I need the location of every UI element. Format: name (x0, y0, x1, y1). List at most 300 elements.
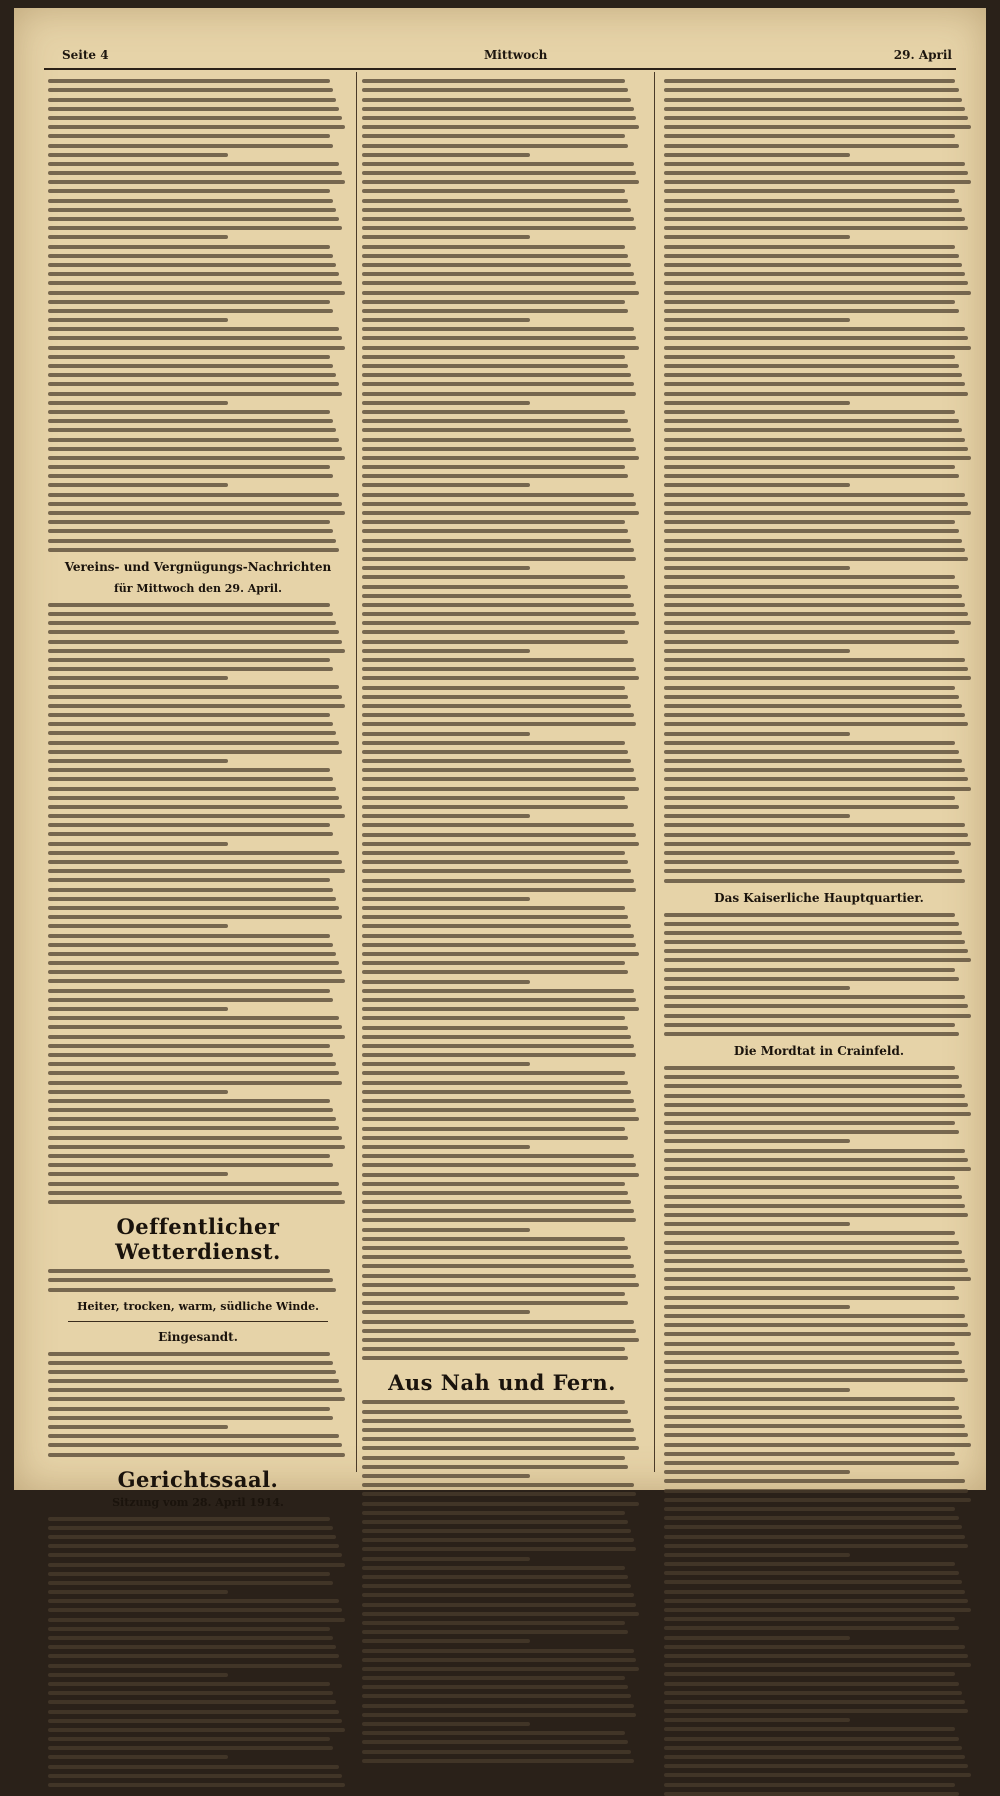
text-line (664, 189, 955, 193)
text-line (664, 621, 971, 625)
text-line (48, 943, 333, 947)
text-line (48, 915, 342, 919)
text-line (48, 272, 339, 276)
text-line (48, 842, 228, 846)
text-line (664, 1342, 955, 1346)
text-line (664, 1709, 968, 1713)
text-line (362, 1694, 631, 1698)
text-line (48, 796, 339, 800)
section-heading: Die Mordtat in Crainfeld. (733, 1043, 905, 1058)
text-line (48, 1746, 333, 1750)
text-line (48, 199, 333, 203)
text-line (664, 940, 965, 944)
text-line (664, 732, 850, 736)
text-block (48, 1352, 348, 1457)
text-line (48, 1090, 228, 1094)
text-line (362, 1658, 636, 1662)
text-line (362, 493, 634, 497)
text-line (48, 1397, 345, 1401)
text-line (48, 529, 333, 533)
text-line (664, 860, 959, 864)
text-line (664, 879, 965, 883)
text-line (664, 483, 850, 487)
text-line (362, 318, 530, 322)
text-line (664, 704, 962, 708)
text-line (362, 952, 639, 956)
text-line (664, 977, 959, 981)
text-line (362, 594, 631, 598)
text-line (664, 805, 959, 809)
text-line (48, 814, 345, 818)
text-line (664, 787, 971, 791)
text-line (362, 1667, 639, 1671)
text-line (48, 483, 228, 487)
text-line (664, 649, 850, 653)
text-line (362, 1228, 530, 1232)
text-line (362, 649, 530, 653)
text-line (48, 1673, 228, 1677)
weather-text: Heiter, trocken, warm, südliche Winde. (77, 1299, 319, 1313)
text-line (48, 860, 342, 864)
divider (68, 1321, 328, 1322)
text-line (664, 575, 955, 579)
text-line (664, 272, 965, 276)
text-line (664, 986, 850, 990)
text-line (664, 968, 955, 972)
text-line (664, 1286, 955, 1290)
text-line (48, 952, 336, 956)
text-line (664, 1023, 955, 1027)
text-line (48, 1053, 333, 1057)
text-line (664, 1066, 955, 1070)
text-line (48, 456, 345, 460)
text-line (48, 649, 345, 653)
text-line (48, 713, 330, 717)
text-line (664, 995, 965, 999)
text-line (362, 153, 530, 157)
text-line (664, 640, 959, 644)
text-line (664, 98, 962, 102)
text-line (664, 741, 955, 745)
text-block (48, 603, 348, 1204)
text-line (664, 566, 850, 570)
text-line (664, 833, 968, 837)
text-line (664, 1004, 968, 1008)
text-line (48, 1081, 342, 1085)
text-line (362, 695, 628, 699)
text-line (48, 1434, 339, 1438)
text-line (664, 1351, 959, 1355)
text-line (664, 116, 968, 120)
text-line (362, 483, 530, 487)
text-line (48, 1025, 342, 1029)
text-line (362, 1320, 634, 1324)
text-line (362, 226, 636, 230)
text-line (362, 1566, 625, 1570)
text-line (664, 171, 968, 175)
text-line (362, 1117, 639, 1121)
text-line (664, 1544, 968, 1548)
text-line (362, 1676, 625, 1680)
text-line (48, 1108, 333, 1112)
text-line (362, 658, 634, 662)
text-line (48, 79, 330, 83)
text-line (362, 208, 631, 212)
text-line (362, 171, 636, 175)
text-line (664, 1103, 968, 1107)
text-line (362, 943, 636, 947)
text-line (664, 1424, 965, 1428)
text-line (362, 107, 634, 111)
text-line (362, 1639, 530, 1643)
text-line (48, 832, 333, 836)
text-line (48, 1182, 339, 1186)
text-line (362, 1292, 625, 1296)
text-line (48, 88, 333, 92)
text-line (362, 833, 636, 837)
text-line (362, 520, 625, 524)
text-line (362, 630, 625, 634)
text-line (664, 134, 955, 138)
text-line (362, 1200, 631, 1204)
text-line (48, 318, 228, 322)
text-line (48, 1783, 345, 1787)
text-line (664, 1094, 965, 1098)
text-line (664, 162, 965, 166)
text-line (362, 989, 634, 993)
text-line (48, 1191, 342, 1195)
text-line (362, 539, 631, 543)
text-line (664, 1764, 968, 1768)
text-line (362, 502, 636, 506)
text-line (362, 1704, 634, 1708)
text-line (664, 1130, 959, 1134)
text-line (664, 1452, 955, 1456)
text-line (48, 1664, 342, 1668)
text-line (48, 281, 342, 285)
text-line (48, 447, 342, 451)
text-line (362, 1173, 639, 1177)
text-line (664, 1323, 968, 1327)
text-line (664, 1259, 965, 1263)
text-line (362, 722, 636, 726)
text-line (362, 134, 625, 138)
text-line (48, 851, 339, 855)
text-line (664, 281, 968, 285)
text-line (48, 1682, 330, 1686)
text-line (48, 1572, 330, 1576)
text-line (362, 750, 628, 754)
text-line (664, 1525, 962, 1529)
text-line (362, 1685, 628, 1689)
text-line (664, 1727, 955, 1731)
text-line (362, 1649, 634, 1653)
text-block (664, 913, 974, 1036)
text-line (664, 300, 955, 304)
text-line (664, 1562, 955, 1566)
text-line (48, 1645, 336, 1649)
section-heading: Aus Nah und Fern. (388, 1370, 616, 1396)
text-line (362, 732, 530, 736)
text-line (362, 1154, 634, 1158)
text-line (664, 667, 968, 671)
text-line (664, 1636, 850, 1640)
text-line (362, 1502, 639, 1506)
text-line (48, 180, 345, 184)
text-line (48, 1007, 228, 1011)
section-subheading: Sitzung vom 28. April 1914. (112, 1495, 284, 1509)
text-line (664, 612, 968, 616)
text-line (664, 913, 955, 917)
weekday: Mittwoch (484, 48, 548, 62)
text-line (664, 226, 968, 230)
text-line (362, 1538, 634, 1542)
text-line (664, 327, 965, 331)
text-line (48, 208, 336, 212)
text-line (48, 759, 228, 763)
text-line (48, 1352, 330, 1356)
text-line (48, 1099, 330, 1103)
text-line (48, 107, 339, 111)
text-line (664, 1590, 965, 1594)
text-line (664, 1332, 971, 1336)
text-line (362, 603, 634, 607)
page-number: Seite 4 (62, 48, 109, 62)
text-line (48, 630, 339, 634)
text-line (664, 1032, 959, 1036)
text-line (664, 1314, 965, 1318)
section-heading: Das Kaiserliche Hauptquartier. (714, 890, 924, 905)
text-line (362, 1081, 628, 1085)
text-line (48, 741, 339, 745)
text-block (664, 79, 974, 882)
section-heading: Vereins- und Vergnügungs-Nachrichten (64, 559, 332, 574)
text-line (664, 79, 955, 83)
text-line (362, 511, 639, 515)
text-line (362, 759, 631, 763)
text-line (664, 1783, 955, 1787)
text-line (362, 382, 634, 386)
text-line (664, 1014, 971, 1018)
text-line (664, 594, 962, 598)
text-line (48, 961, 339, 965)
text-line (664, 474, 959, 478)
text-line (362, 1474, 530, 1478)
text-line (362, 924, 631, 928)
text-line (664, 1158, 968, 1162)
text-line (48, 1269, 330, 1273)
text-line (664, 1682, 959, 1686)
column-1 (48, 74, 348, 1509)
text-line (48, 805, 342, 809)
text-line (362, 768, 634, 772)
text-line (362, 970, 628, 974)
section-heading: Eingesandt. (158, 1329, 238, 1344)
text-line (48, 1517, 330, 1521)
text-line (664, 630, 955, 634)
text-line (362, 281, 636, 285)
text-line (48, 1563, 345, 1567)
text-line (48, 704, 345, 708)
text-line (48, 878, 330, 882)
text-line (362, 1557, 530, 1561)
section-heading: Gerichtssaal. (117, 1466, 279, 1492)
text-line (664, 1691, 962, 1695)
text-line (362, 1750, 631, 1754)
text-line (48, 869, 345, 873)
text-line (48, 474, 333, 478)
text-line (48, 1288, 336, 1292)
text-line (362, 676, 639, 680)
text-line (48, 263, 336, 267)
text-line (48, 1544, 339, 1548)
text-line (48, 511, 345, 515)
text-line (664, 1718, 850, 1722)
text-line (362, 879, 634, 883)
text-line (362, 1722, 530, 1726)
text-line (48, 722, 333, 726)
text-line (48, 750, 342, 754)
text-line (362, 419, 628, 423)
text-line (664, 658, 965, 662)
text-line (664, 1369, 965, 1373)
text-line (362, 300, 625, 304)
text-line (48, 1774, 342, 1778)
text-line (664, 1489, 968, 1493)
text-line (48, 392, 342, 396)
text-line (362, 346, 639, 350)
text-line (48, 1117, 336, 1121)
text-line (362, 1136, 628, 1140)
text-line (664, 1075, 959, 1079)
text-line (664, 456, 971, 460)
text-line (664, 1388, 850, 1392)
text-block (362, 1400, 642, 1762)
text-line (664, 1645, 965, 1649)
text-line (362, 1062, 530, 1066)
text-line (664, 922, 959, 926)
text-line (362, 1329, 636, 1333)
text-line (664, 1250, 962, 1254)
text-line (362, 1007, 639, 1011)
text-line (48, 438, 339, 442)
text-line (48, 189, 330, 193)
text-line (664, 1553, 850, 1557)
text-line (362, 336, 636, 340)
text-line (48, 1388, 342, 1392)
text-line (664, 1406, 959, 1410)
text-line (48, 1535, 336, 1539)
text-line (664, 1149, 965, 1153)
text-line (48, 1581, 333, 1585)
text-line (664, 1608, 971, 1612)
text-block (362, 79, 642, 1360)
text-line (664, 1737, 959, 1741)
text-line (664, 1176, 955, 1180)
text-line (664, 931, 962, 935)
text-line (48, 1062, 336, 1066)
text-line (664, 557, 968, 561)
text-line (664, 382, 965, 386)
text-line (362, 1584, 631, 1588)
text-line (664, 1672, 955, 1676)
text-line (362, 667, 636, 671)
text-line (48, 667, 333, 671)
text-line (48, 355, 330, 359)
text-line (362, 144, 628, 148)
text-line (664, 1479, 965, 1483)
text-line (362, 116, 636, 120)
text-line (48, 731, 336, 735)
text-line (48, 685, 339, 689)
text-line (48, 144, 333, 148)
text-line (664, 144, 959, 148)
text-line (48, 998, 333, 1002)
text-line (664, 235, 850, 239)
newspaper-page (14, 8, 986, 1509)
text-line (362, 263, 631, 267)
text-line (48, 539, 336, 543)
text-line (664, 1231, 955, 1235)
text-line (664, 1204, 965, 1208)
text-line (362, 612, 636, 616)
text-line (664, 768, 965, 772)
text-line (48, 1425, 228, 1429)
text-line (48, 1608, 342, 1612)
text-line (664, 1755, 965, 1759)
text-line (48, 1526, 333, 1530)
text-line (664, 208, 962, 212)
text-line (48, 1154, 330, 1158)
text-line (362, 1016, 625, 1020)
text-line (362, 1740, 628, 1744)
text-line (48, 1654, 339, 1658)
text-line (664, 676, 971, 680)
section-subheading: für Mittwoch den 29. April. (114, 581, 282, 595)
text-line (48, 1618, 345, 1622)
text-line (664, 1084, 962, 1088)
text-line (664, 585, 959, 589)
text-line (48, 1370, 336, 1374)
text-line (362, 1145, 530, 1149)
text-line (362, 217, 634, 221)
text-line (664, 1433, 968, 1437)
text-line (48, 1443, 342, 1447)
text-line (48, 153, 228, 157)
text-line (664, 1277, 971, 1281)
text-line (664, 1378, 968, 1382)
text-line (48, 1278, 333, 1282)
text-line (664, 722, 968, 726)
text-line (664, 814, 850, 818)
text-line (664, 1397, 955, 1401)
text-line (362, 1759, 634, 1763)
text-line (362, 272, 634, 276)
text-line (362, 1465, 628, 1469)
text-line (362, 640, 628, 644)
text-line (362, 88, 628, 92)
text-line (362, 1044, 634, 1048)
text-line (362, 906, 625, 910)
text-line (362, 1209, 634, 1213)
text-line (362, 291, 639, 295)
text-line (48, 1590, 228, 1594)
text-line (48, 1728, 345, 1732)
text-line (362, 199, 628, 203)
text-line (664, 199, 959, 203)
text-line (362, 805, 628, 809)
text-line (362, 814, 530, 818)
